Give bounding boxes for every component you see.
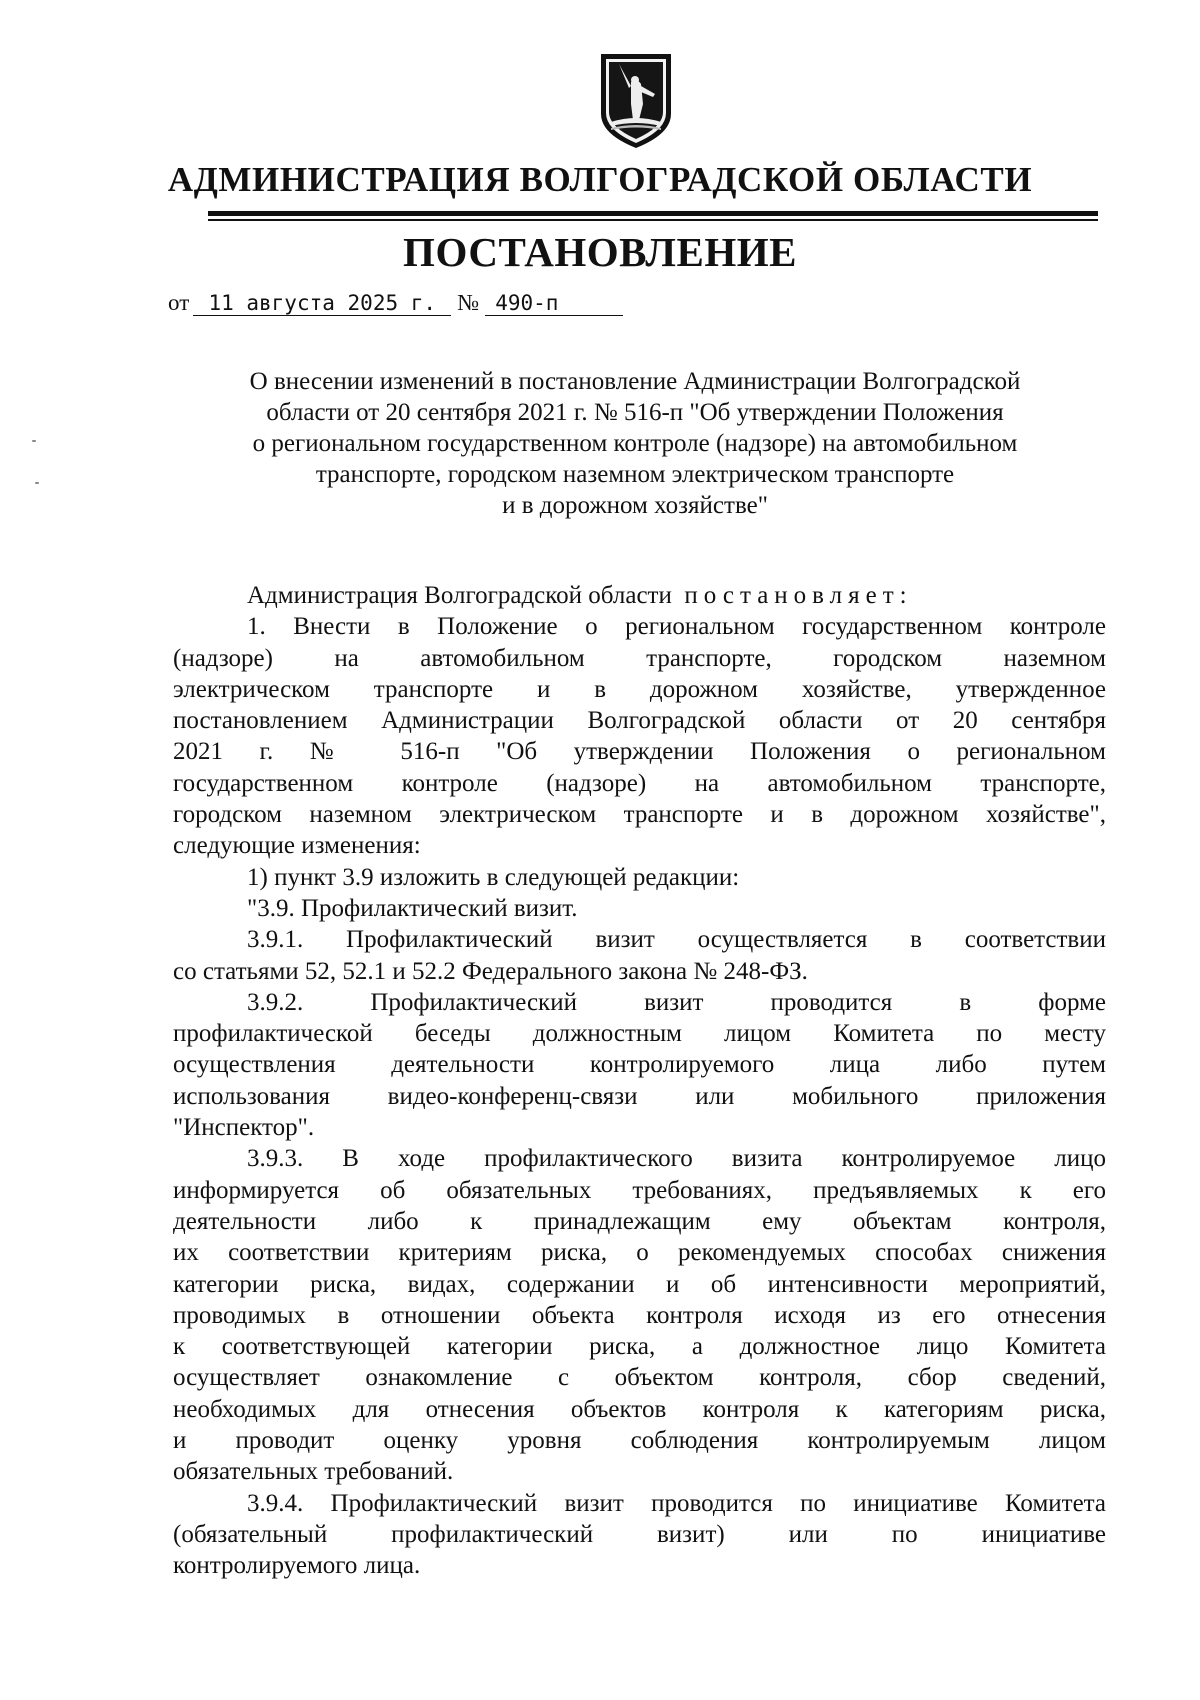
subject-line: и в дорожном хозяйстве" <box>502 492 768 519</box>
paragraph-3-9-3-line: деятельности либо к принадлежащим ему объектам контроля, <box>173 1207 1106 1235</box>
document-type-title: ПОСТАНОВЛЕНИЕ <box>403 229 797 275</box>
paragraph-3-9-2-line: "Инспектор". <box>173 1114 315 1142</box>
paragraph-3-9-4-line: 3.9.4. Профилактический визит проводится по инициативе Комитета <box>247 1489 1106 1517</box>
number-label: № <box>457 290 480 315</box>
paragraph-3-9-3-line: осуществляет ознакомление с объектом контроля, сбор сведений, <box>173 1364 1106 1392</box>
item-1-line: следующие изменения: <box>173 832 421 860</box>
organization-title: АДМИНИСТРАЦИЯ ВОЛГОГРАДСКОЙ ОБЛАСТИ <box>167 160 1033 199</box>
scan-speck <box>35 482 39 484</box>
item-1-line: 2021 г. № 516-п "Об утверждении Положения о региональном <box>173 738 1106 766</box>
subject-line: транспорте, городском наземном электрическом транспорте <box>315 461 955 488</box>
paragraph-3-9-2-line: осуществления деятельности контролируемого лица либо путем <box>173 1051 1106 1079</box>
paragraph-3-9-1-line: 3.9.1. Профилактический визит осуществляется в соответствии <box>247 926 1106 954</box>
document-body <box>173 580 1106 1582</box>
paragraph-3-9-1-line: со статьями 52, 52.1 и 52.2 Федерального закона № 248-ФЗ. <box>173 957 808 985</box>
item-1-line: постановлением Администрации Волгоградской области от 20 сентября <box>173 707 1106 735</box>
scan-speck <box>32 440 36 442</box>
item-1-line: электрическом транспорте и в дорожном хозяйстве, утвержденное <box>173 675 1106 703</box>
paragraph-3-9-2-line: 3.9.2. Профилактический визит проводится в форме <box>247 988 1106 1016</box>
item-1-line: городском наземном электрическом транспорте и в дорожном хозяйстве", <box>173 801 1106 829</box>
item-1-line: государственном контроле (надзоре) на автомобильном транспорте, <box>173 769 1106 797</box>
subject-line: о региональном государственном контроле (надзоре) на автомобильном <box>252 430 1018 457</box>
preamble-resolves: постановляет: <box>684 582 913 609</box>
paragraph-3-9-3-line: их соответствии критериям риска, о рекомендуемых способах снижения <box>173 1239 1106 1267</box>
item-1-line: (надзоре) на автомобильном транспорте, городском наземном <box>173 644 1106 672</box>
paragraph-3-9-3-line: и проводит оценку уровня соблюдения контролируемым лицом <box>173 1427 1106 1455</box>
header-rule-thin <box>208 219 1098 221</box>
subitem-1: 1) пункт 3.9 изложить в следующей редакции: <box>247 863 740 891</box>
paragraph-3-9-3-line: обязательных требований. <box>173 1458 454 1486</box>
item-1-line: 1. Внести в Положение о региональном государственном контроле <box>247 613 1106 641</box>
coat-of-arms-emblem <box>597 52 675 150</box>
paragraph-3-9-2-line: использования видео-конференц-связи или мобильного приложения <box>173 1082 1106 1110</box>
subject-line: области от 20 сентября 2021 г. № 516-п "Об утверждении Положения <box>266 399 1004 426</box>
header-rule-thick <box>208 211 1098 216</box>
paragraph-3-9-2-line: профилактической беседы должностным лицом Комитета по месту <box>173 1020 1106 1048</box>
paragraph-3-9-4-line: (обязательный профилактический визит) или по инициативе <box>173 1520 1106 1548</box>
paragraph-3-9-3-line: к соответствующей категории риска, а должностное лицо Комитета <box>173 1333 1106 1361</box>
document-number: 490-п <box>485 292 623 316</box>
paragraph-3-9-3-line: 3.9.3. В ходе профилактического визита контролируемое лицо <box>247 1145 1106 1173</box>
preamble <box>173 580 1106 611</box>
paragraph-3-9-title: "3.9. Профилактический визит. <box>247 894 578 922</box>
paragraph-3-9-4-line: контролируемого лица. <box>173 1552 421 1580</box>
document-subject <box>180 366 1090 521</box>
paragraph-3-9-3-line: необходимых для отнесения объектов контроля к категориям риска, <box>173 1395 1106 1423</box>
paragraph-3-9-3-line: информируется об обязательных требованиях, предъявляемых к его <box>173 1176 1106 1204</box>
date-number-line <box>168 290 623 316</box>
paragraph-3-9-3-line: проводимых в отношении объекта контроля исходя из его отнесения <box>173 1301 1106 1329</box>
document-date: 11 августа 2025 г. <box>193 292 451 316</box>
preamble-text: Администрация Волгоградской области <box>247 582 672 609</box>
from-label: от <box>168 290 190 315</box>
subject-line: О внесении изменений в постановление Администрации Волгоградской <box>249 368 1021 395</box>
paragraph-3-9-3-line: категории риска, видах, содержании и об интенсивности мероприятий, <box>173 1270 1106 1298</box>
